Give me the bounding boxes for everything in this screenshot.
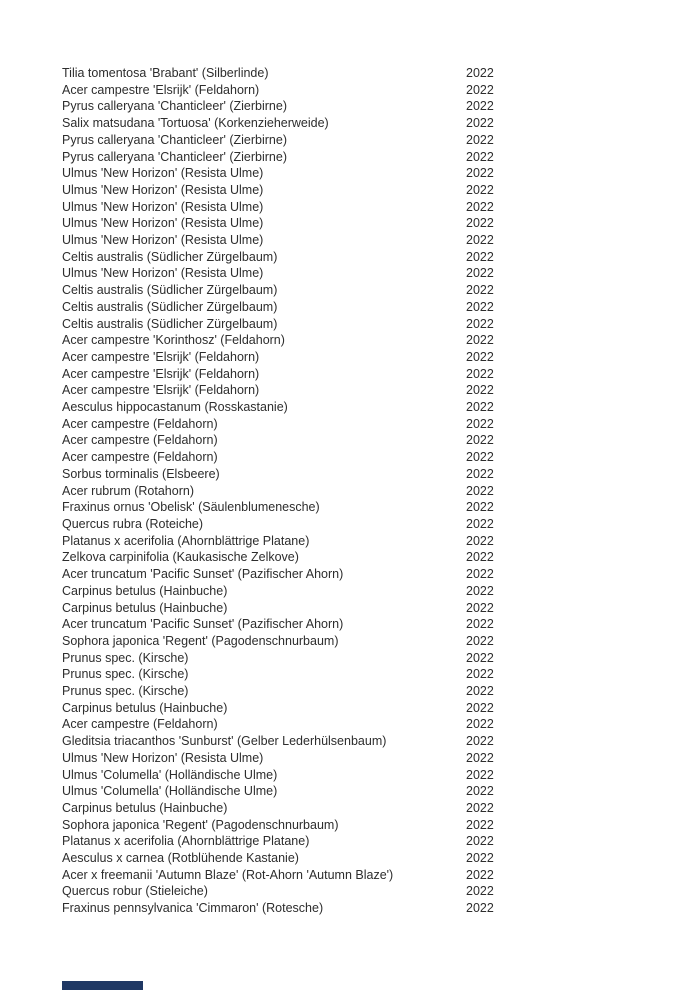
tree-name: Platanus x acerifolia (Ahornblättrige Platane) [62,834,310,849]
next-section-bar-partial [62,981,143,990]
planting-year: 2022 [466,483,494,498]
tree-name: Prunus spec. (Kirsche) [62,684,189,699]
list-item [62,666,682,683]
tree-name: Ulmus 'Columella' (Holländische Ulme) [62,767,278,782]
list-item [62,249,682,266]
list-item [62,800,682,817]
tree-name: Acer campestre 'Elsrijk' (Feldahorn) [62,383,260,398]
list-item [62,132,682,149]
planting-year: 2022 [466,450,494,465]
planting-year: 2022 [466,800,494,815]
tree-name: Zelkova carpinifolia (Kaukasische Zelkove) [62,550,299,565]
tree-name: Celtis australis (Südlicher Zürgelbaum) [62,283,278,298]
list-item [62,98,682,115]
list-item [62,750,682,767]
tree-list [62,65,682,917]
planting-year: 2022 [466,734,494,749]
list-item [62,115,682,132]
list-item [62,833,682,850]
tree-name: Acer rubrum (Rotahorn) [62,483,194,498]
planting-year: 2022 [466,216,494,231]
list-item [62,549,682,566]
tree-name: Acer campestre (Feldahorn) [62,717,218,732]
planting-year: 2022 [466,901,494,916]
planting-year: 2022 [466,684,494,699]
planting-year: 2022 [466,550,494,565]
tree-name: Acer x freemanii 'Autumn Blaze' (Rot-Ahorn 'Autumn Blaze') [62,867,394,882]
planting-year: 2022 [466,66,494,80]
planting-year: 2022 [466,851,494,866]
list-item [62,616,682,633]
tree-name: Sophora japonica 'Regent' (Pagodenschnurbaum) [62,817,339,832]
list-item [62,817,682,834]
tree-name: Aesculus x carnea (Rotblühende Kastanie) [62,851,299,866]
tree-name: Acer campestre (Feldahorn) [62,450,218,465]
list-item [62,332,682,349]
planting-year: 2022 [466,516,494,531]
planting-year: 2022 [466,366,494,381]
planting-year: 2022 [466,617,494,632]
planting-year: 2022 [466,233,494,248]
tree-name: Fraxinus pennsylvanica 'Cimmaron' (Rotesche) [62,901,324,916]
tree-name: Sophora japonica 'Regent' (Pagodenschnurbaum) [62,633,339,648]
planting-year: 2022 [466,583,494,598]
tree-name: Acer campestre (Feldahorn) [62,433,218,448]
tree-name: Salix matsudana 'Tortuosa' (Korkenzieherweide) [62,116,329,131]
tree-name: Carpinus betulus (Hainbuche) [62,583,228,598]
list-item [62,199,682,216]
list-item [62,900,682,917]
planting-year: 2022 [466,817,494,832]
tree-name: Ulmus 'New Horizon' (Resista Ulme) [62,166,264,181]
planting-year: 2022 [466,82,494,97]
list-item [62,149,682,166]
tree-name: Pyrus calleryana 'Chanticleer' (Zierbirne) [62,99,287,114]
tree-name: Acer campestre 'Elsrijk' (Feldahorn) [62,82,260,97]
list-item [62,165,682,182]
tree-name: Aesculus hippocastanum (Rosskastanie) [62,400,288,415]
list-item [62,483,682,500]
planting-year: 2022 [466,333,494,348]
list-item [62,850,682,867]
tree-name: Carpinus betulus (Hainbuche) [62,700,228,715]
list-item [62,366,682,383]
list-item [62,399,682,416]
tree-name: Carpinus betulus (Hainbuche) [62,600,228,615]
planting-year: 2022 [466,466,494,481]
tree-name: Sorbus torminalis (Elsbeere) [62,466,220,481]
list-item [62,215,682,232]
list-item [62,733,682,750]
list-item [62,767,682,784]
planting-year: 2022 [466,116,494,131]
list-item [62,583,682,600]
list-item [62,232,682,249]
tree-name: Ulmus 'New Horizon' (Resista Ulme) [62,266,264,281]
list-item [62,716,682,733]
list-item [62,432,682,449]
tree-name: Ulmus 'New Horizon' (Resista Ulme) [62,233,264,248]
planting-year: 2022 [466,717,494,732]
tree-name: Tilia tomentosa 'Brabant' (Silberlinde) [62,66,269,80]
list-item [62,466,682,483]
tree-name: Gleditsia triacanthos 'Sunburst' (Gelber Lederhülsenbaum) [62,734,387,749]
tree-name: Celtis australis (Südlicher Zürgelbaum) [62,249,278,264]
tree-name: Acer truncatum 'Pacific Sunset' (Pazifischer Ahorn) [62,617,344,632]
tree-name: Celtis australis (Südlicher Zürgelbaum) [62,316,278,331]
tree-name: Acer campestre 'Elsrijk' (Feldahorn) [62,349,260,364]
planting-year: 2022 [466,767,494,782]
tree-name: Ulmus 'Columella' (Holländische Ulme) [62,784,278,799]
list-item [62,600,682,617]
list-item [62,700,682,717]
list-item [62,499,682,516]
tree-name: Acer campestre (Feldahorn) [62,416,218,431]
tree-name: Acer campestre 'Elsrijk' (Feldahorn) [62,366,260,381]
planting-year: 2022 [466,99,494,114]
planting-year: 2022 [466,316,494,331]
planting-year: 2022 [466,567,494,582]
list-item [62,533,682,550]
list-item [62,566,682,583]
list-item [62,416,682,433]
tree-name: Quercus robur (Stieleiche) [62,884,208,899]
tree-name: Acer truncatum 'Pacific Sunset' (Pazifischer Ahorn) [62,567,344,582]
planting-year: 2022 [466,750,494,765]
planting-year: 2022 [466,249,494,264]
list-item [62,282,682,299]
tree-name: Ulmus 'New Horizon' (Resista Ulme) [62,182,264,197]
planting-year: 2022 [466,416,494,431]
planting-year: 2022 [466,700,494,715]
planting-year: 2022 [466,600,494,615]
planting-year: 2022 [466,400,494,415]
tree-name: Celtis australis (Südlicher Zürgelbaum) [62,299,278,314]
list-item [62,449,682,466]
planting-year: 2022 [466,500,494,515]
planting-year: 2022 [466,650,494,665]
tree-name: Ulmus 'New Horizon' (Resista Ulme) [62,750,264,765]
list-item [62,516,682,533]
tree-name: Pyrus calleryana 'Chanticleer' (Zierbirne) [62,132,287,147]
list-item [62,265,682,282]
list-item [62,783,682,800]
planting-year: 2022 [466,533,494,548]
tree-name: Prunus spec. (Kirsche) [62,667,189,682]
planting-year: 2022 [466,182,494,197]
planting-year: 2022 [466,166,494,181]
tree-name: Acer campestre 'Korinthosz' (Feldahorn) [62,333,285,348]
tree-name: Pyrus calleryana 'Chanticleer' (Zierbirne) [62,149,287,164]
planting-year: 2022 [466,633,494,648]
list-item [62,349,682,366]
planting-year: 2022 [466,383,494,398]
planting-year: 2022 [466,433,494,448]
list-item [62,883,682,900]
planting-year: 2022 [466,283,494,298]
planting-year: 2022 [466,667,494,682]
planting-year: 2022 [466,132,494,147]
tree-name: Ulmus 'New Horizon' (Resista Ulme) [62,216,264,231]
planting-year: 2022 [466,149,494,164]
tree-name: Quercus rubra (Roteiche) [62,516,204,531]
list-item [62,382,682,399]
planting-year: 2022 [466,867,494,882]
tree-name: Platanus x acerifolia (Ahornblättrige Platane) [62,533,310,548]
list-item [62,867,682,884]
planting-year: 2022 [466,299,494,314]
planting-year: 2022 [466,349,494,364]
list-item [62,65,682,82]
planting-year: 2022 [466,834,494,849]
planting-year: 2022 [466,199,494,214]
list-item [62,633,682,650]
tree-name: Carpinus betulus (Hainbuche) [62,800,228,815]
tree-name: Fraxinus ornus 'Obelisk' (Säulenblumenesche) [62,500,320,515]
planting-year: 2022 [466,884,494,899]
list-item [62,299,682,316]
list-item [62,316,682,333]
list-item [62,683,682,700]
tree-name: Ulmus 'New Horizon' (Resista Ulme) [62,199,264,214]
list-item [62,650,682,667]
tree-name: Prunus spec. (Kirsche) [62,650,189,665]
planting-year: 2022 [466,266,494,281]
planting-year: 2022 [466,784,494,799]
list-item [62,182,682,199]
list-item [62,82,682,99]
